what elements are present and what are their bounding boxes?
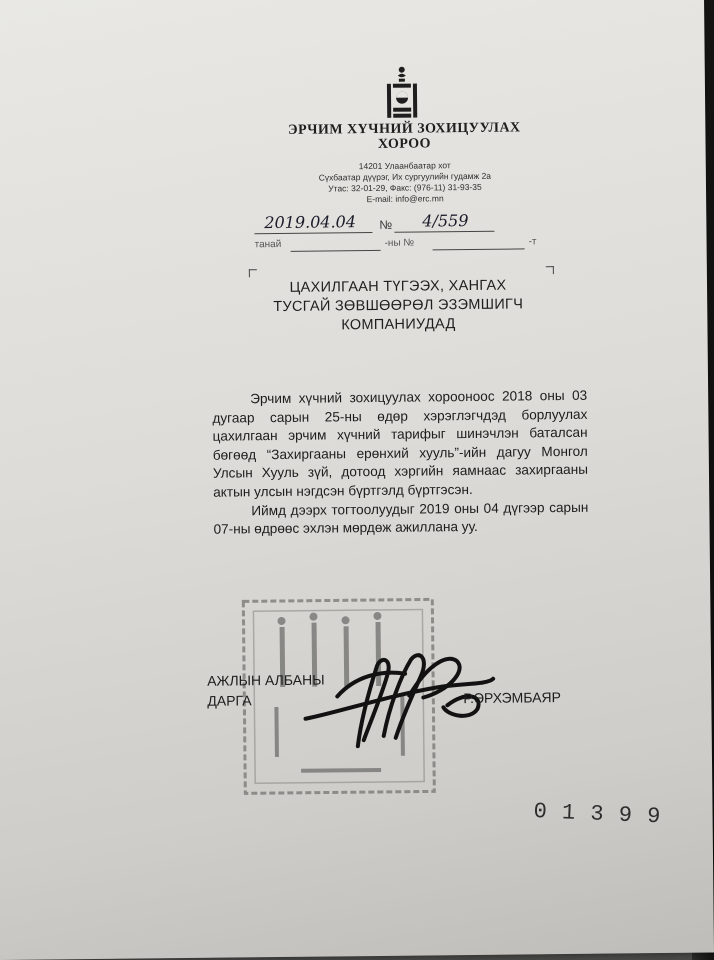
recipient-line3: КОМПАНИУДАД (341, 316, 456, 334)
address-corner-mark (546, 266, 554, 274)
signatory-name: Р.ЭРХЭМБАЯР (463, 689, 562, 707)
address-line3: Утас: 32-01-29, Факс: (976-11) 31-93-35 (328, 181, 482, 194)
address-corner-mark (249, 269, 257, 277)
your-ref-underline (291, 250, 381, 252)
soyombo-emblem-icon (385, 66, 420, 120)
address-line2: Сүхбаатар дүүрэг, Их сургуулийн гудамж 2а (318, 170, 492, 183)
letter-date: 2019.04.04 (264, 212, 357, 233)
signatory-title-line2: ДАРГА (207, 692, 252, 709)
signatory-title-line1: АЖЛЫН АЛБАНЫ (207, 671, 325, 689)
document-serial-number: 0 1 3 9 9 (533, 799, 662, 830)
number-underline (394, 231, 494, 233)
letter-body (212, 387, 589, 540)
ny-underline (433, 248, 525, 250)
number-sign: № (379, 217, 393, 232)
recipient-line2: ТУСГАЙ ЗӨВШӨӨРӨЛ ЭЗЭМШИГЧ (273, 296, 524, 316)
address-line1: 14201 Улаанбаатар хот (358, 160, 451, 172)
address-block (262, 159, 548, 206)
reference-block (242, 206, 553, 259)
address-line4: E-mail: info@erc.mn (366, 193, 444, 205)
ny-label: -ны № (384, 237, 415, 249)
organization-name (261, 120, 547, 153)
body-paragraph: Иймд дээрх тогтоолуудыг 2019 оны 04 дүгээр сарын 07-ны өдрөөс эхлэн мөрдөж ажиллана уу. (213, 499, 589, 537)
date-underline (254, 232, 372, 234)
org-name-line1: ЭРЧИМ ХҮЧНИЙ ЗОХИЦУУЛАХ (288, 120, 521, 138)
org-name-line2: ХОРОО (377, 136, 432, 152)
letter-number: 4/559 (422, 211, 469, 231)
your-ref-label: танай (254, 238, 282, 251)
recipient-block (243, 276, 554, 336)
body-paragraph: Эрчим хүчний зохицуулах хорооноос 2018 оны 03 дугаар сарын 25-ны өдөр хэрэглэгчдэд борлуулах цахилгаан эрчим хүчний тарифыг шинэчлэн баталсан бөгөөд “Захиргааны ерөнхий хууль”-ийн дагуу Монгол Улсын Хууль зүй, дотоод хэргийн яамнаас захиргааны актын улсын нэгдсэн бүртгэлд бүртгэсэн. (212, 387, 589, 500)
recipient-line1: ЦАХИЛГААН ТҮГЭЭХ, ХАНГАХ (289, 277, 507, 296)
end-label: -т (528, 236, 537, 248)
